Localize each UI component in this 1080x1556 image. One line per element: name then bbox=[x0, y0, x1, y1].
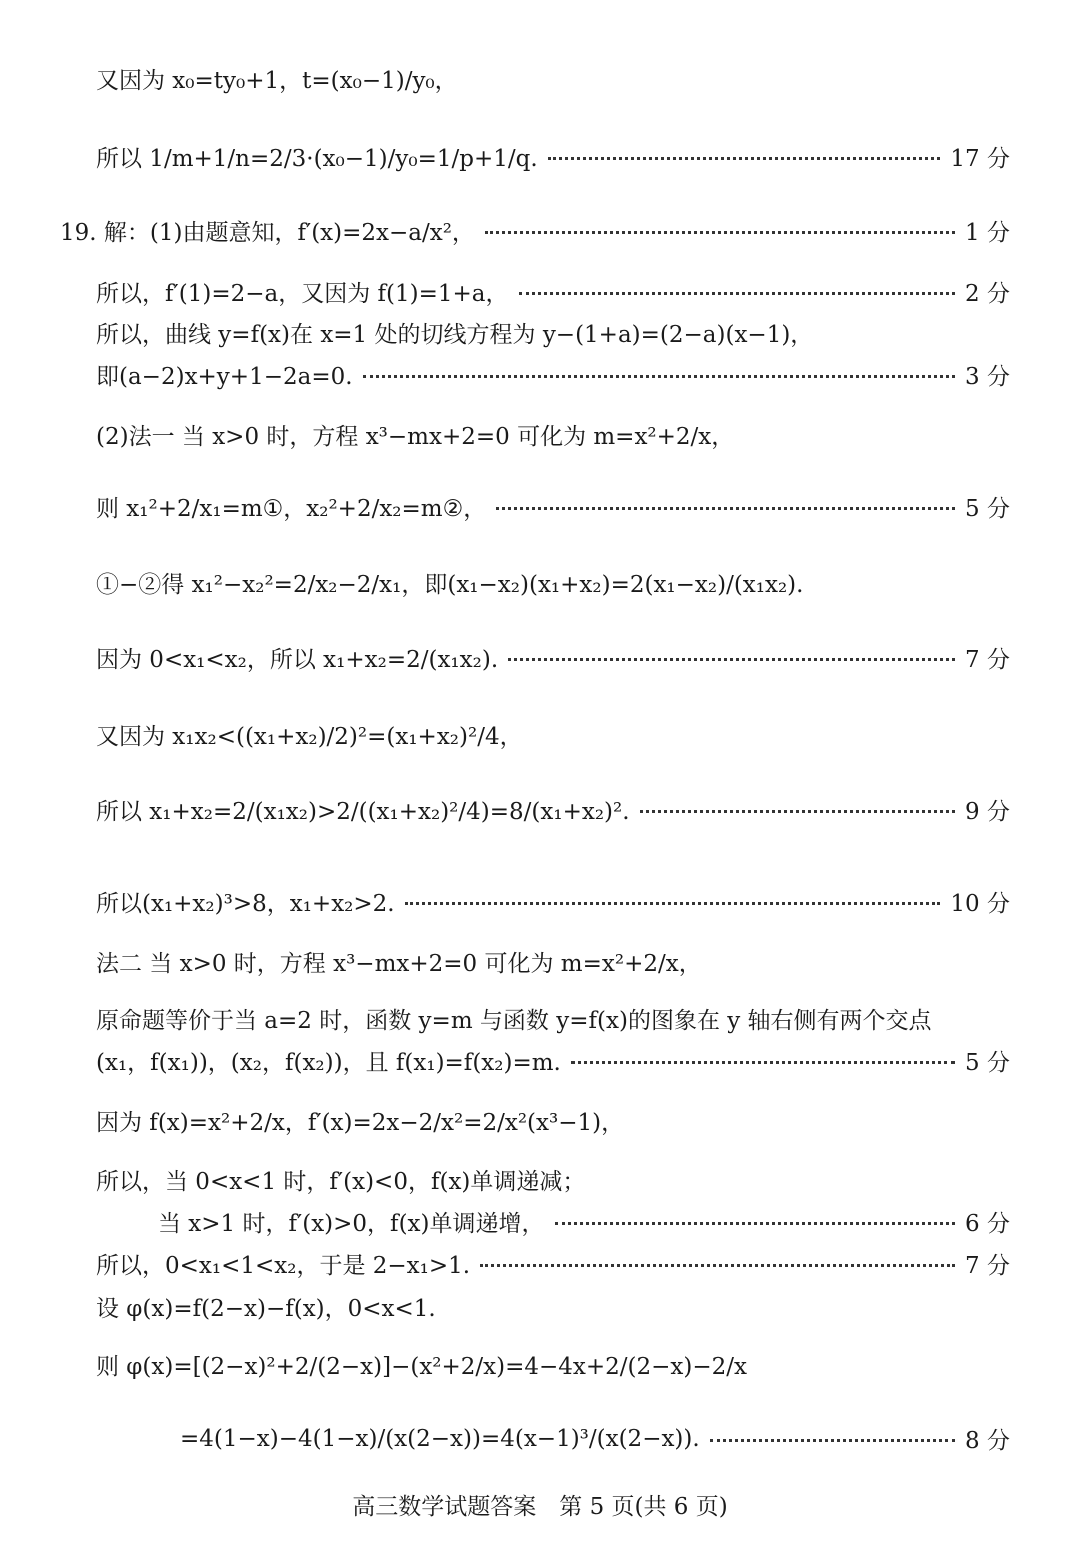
score-label: 6 分 bbox=[965, 1211, 1010, 1237]
answer-line-16 bbox=[96, 1044, 1010, 1077]
answer-line-6 bbox=[96, 358, 1010, 391]
line-text: 法二 当 x>0 时，方程 x³−mx+2=0 可化为 m=x²+2/x， bbox=[96, 951, 702, 977]
dotted-leader bbox=[640, 810, 956, 813]
score-label: 1 分 bbox=[965, 220, 1010, 246]
line-text: ①−②得 x₁²−x₂²=2/x₂−2/x₁，即(x₁−x₂)(x₁+x₂)=2(x₁−x₂)/(x₁x₂). bbox=[96, 572, 804, 598]
dotted-leader bbox=[363, 375, 956, 378]
line-text: 所以 1/m+1/n=2/3·(x₀−1)/y₀=1/p+1/q. bbox=[96, 146, 538, 172]
answer-line-13 bbox=[96, 885, 1010, 918]
line-text: 原命题等价于当 a=2 时，函数 y=m 与函数 y=f(x)的图象在 y 轴右侧有两个交点 bbox=[96, 1008, 932, 1034]
answer-line-21 bbox=[96, 1290, 1010, 1323]
line-text: 所以(x₁+x₂)³>8，x₁+x₂>2. bbox=[96, 891, 395, 917]
answer-line-11 bbox=[96, 718, 1010, 751]
score-label: 10 分 bbox=[950, 891, 1010, 917]
score-label: 9 分 bbox=[965, 799, 1010, 825]
answer-line-3 bbox=[60, 214, 1010, 247]
score-label: 7 分 bbox=[965, 1253, 1010, 1279]
line-text: 所以，f′(1)=2−a，又因为 f(1)=1+a， bbox=[96, 281, 509, 307]
score-label: 7 分 bbox=[965, 647, 1010, 673]
score-label: 5 分 bbox=[965, 1050, 1010, 1076]
dotted-leader bbox=[508, 658, 955, 661]
answer-line-5 bbox=[96, 316, 1010, 349]
answer-line-18 bbox=[96, 1163, 1010, 1196]
score-label: 3 分 bbox=[965, 364, 1010, 390]
answer-line-1 bbox=[96, 62, 1010, 95]
line-text: 因为 f(x)=x²+2/x，f′(x)=2x−2/x²=2/x²(x³−1)， bbox=[96, 1110, 625, 1136]
dotted-leader bbox=[405, 902, 941, 905]
dotted-leader bbox=[480, 1264, 955, 1267]
dotted-leader bbox=[710, 1439, 955, 1442]
line-text: 所以，0<x₁<1<x₂，于是 2−x₁>1. bbox=[96, 1253, 471, 1279]
dotted-leader bbox=[571, 1061, 955, 1064]
line-text: (2)法一 当 x>0 时，方程 x³−mx+2=0 可化为 m=x²+2/x， bbox=[96, 424, 735, 450]
answer-line-10 bbox=[96, 641, 1010, 674]
dotted-leader bbox=[496, 507, 955, 510]
line-text: 即(a−2)x+y+1−2a=0. bbox=[96, 364, 353, 390]
dotted-leader bbox=[548, 157, 941, 160]
answer-line-9 bbox=[96, 566, 1010, 599]
line-text: 当 x>1 时，f′(x)>0，f(x)单调递增， bbox=[158, 1211, 545, 1237]
line-text: 所以 x₁+x₂=2/(x₁x₂)>2/((x₁+x₂)²/4)=8/(x₁+x₂)². bbox=[96, 799, 630, 825]
page-footer: 高三数学试题答案 第 5 页(共 6 页) bbox=[352, 1494, 728, 1520]
answer-line-20 bbox=[96, 1247, 1010, 1280]
answer-line-7 bbox=[96, 418, 1010, 451]
answer-line-14 bbox=[96, 945, 1010, 978]
line-text: 因为 0<x₁<x₂，所以 x₁+x₂=2/(x₁x₂). bbox=[96, 647, 499, 673]
dotted-leader bbox=[485, 231, 955, 234]
line-text: 所以，曲线 y=f(x)在 x=1 处的切线方程为 y−(1+a)=(2−a)(x−1)， bbox=[96, 322, 814, 348]
answer-line-8 bbox=[96, 490, 1010, 523]
answer-line-4 bbox=[96, 275, 1010, 308]
line-text: 设 φ(x)=f(2−x)−f(x)，0<x<1. bbox=[96, 1296, 436, 1322]
line-text: 则 x₁²+2/x₁=m①，x₂²+2/x₂=m②， bbox=[96, 496, 487, 522]
answer-line-19 bbox=[158, 1205, 1010, 1238]
score-label: 2 分 bbox=[965, 281, 1010, 307]
line-text: (x₁，f(x₁))，(x₂，f(x₂))，且 f(x₁)=f(x₂)=m. bbox=[96, 1050, 561, 1076]
answer-line-23 bbox=[180, 1422, 1010, 1455]
answer-line-12 bbox=[96, 793, 1010, 826]
score-label: 8 分 bbox=[965, 1428, 1010, 1454]
answer-line-15 bbox=[96, 1002, 1010, 1035]
line-text: 19. 解：(1)由题意知，f′(x)=2x−a/x²， bbox=[60, 220, 475, 246]
answer-line-2 bbox=[96, 140, 1010, 173]
score-label: 5 分 bbox=[965, 496, 1010, 522]
answer-line-22 bbox=[96, 1348, 1010, 1381]
line-text: 则 φ(x)=[(2−x)²+2/(2−x)]−(x²+2/x)=4−4x+2/(2−x)−2/x bbox=[96, 1354, 747, 1380]
line-text: 又因为 x₀=ty₀+1，t=(x₀−1)/y₀， bbox=[96, 68, 458, 94]
dotted-leader bbox=[519, 292, 956, 295]
line-text: 又因为 x₁x₂<((x₁+x₂)/2)²=(x₁+x₂)²/4， bbox=[96, 724, 523, 750]
answer-line-17 bbox=[96, 1104, 1010, 1137]
score-label: 17 分 bbox=[950, 146, 1010, 172]
line-text: =4(1−x)−4(1−x)/(x(2−x))=4(x−1)³/(x(2−x)). bbox=[180, 1425, 700, 1452]
line-text: 所以，当 0<x<1 时，f′(x)<0，f(x)单调递减； bbox=[96, 1169, 586, 1195]
dotted-leader bbox=[555, 1222, 956, 1225]
